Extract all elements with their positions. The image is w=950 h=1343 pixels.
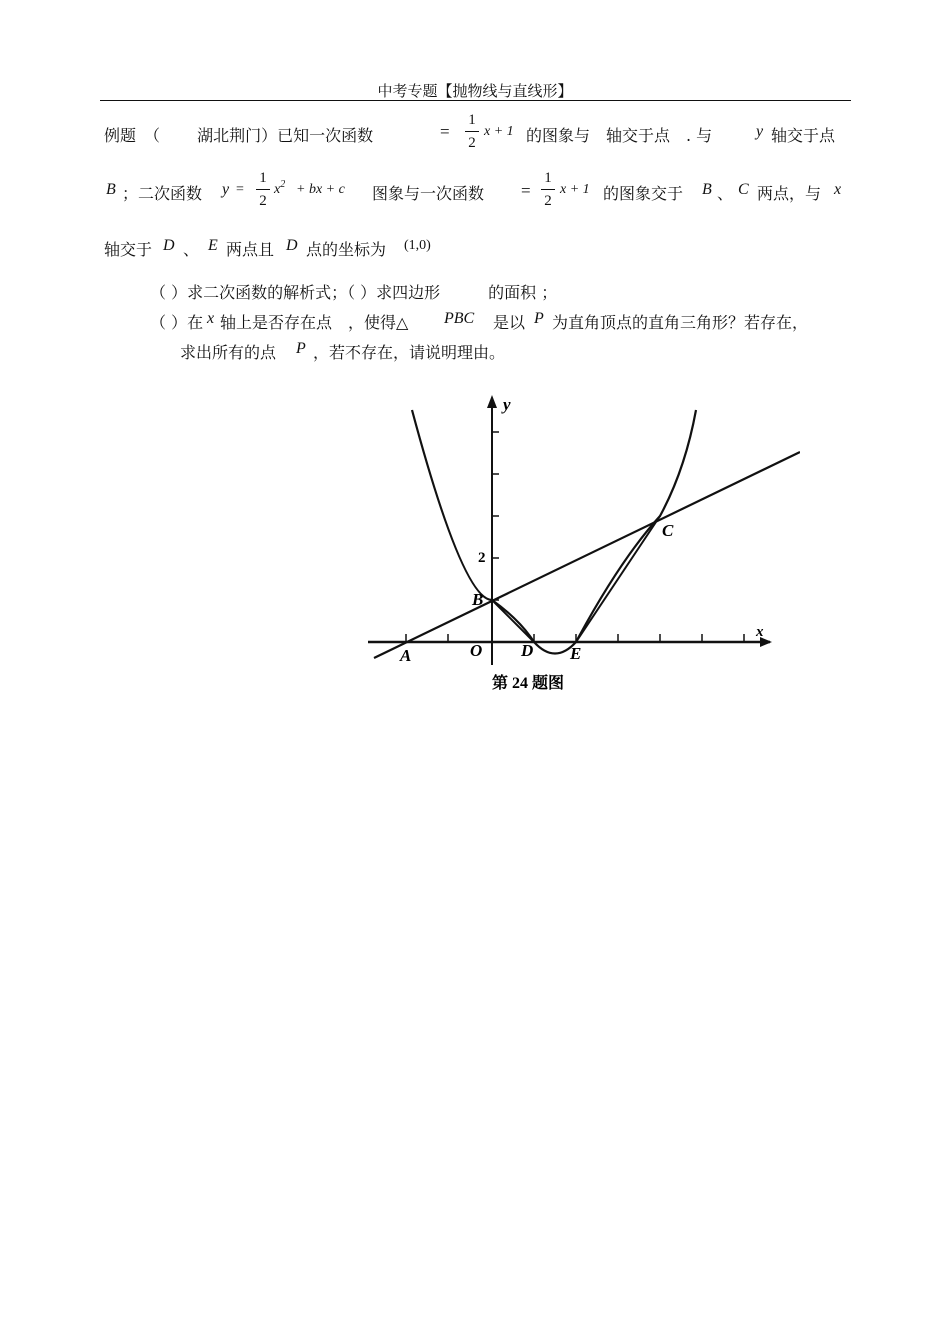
label-e: E	[570, 644, 582, 663]
problem-line-1	[104, 123, 373, 146]
line2-var-c: C	[738, 181, 749, 198]
line1-mid: 的图象与 轴交于点 . 与	[526, 126, 713, 145]
line1-suffix: 轴交于点	[771, 126, 836, 145]
line2-var-x2: x	[834, 181, 842, 198]
label-two: 2	[478, 550, 486, 566]
line3-var-e: E	[208, 237, 218, 254]
page-header: 中考专题【抛物线与直线形】	[377, 82, 573, 100]
line2-frac-num: 1	[259, 170, 267, 186]
question-1-2: （ ）求二次函数的解析式；（ ）求四边形 的面积 ；	[150, 283, 558, 302]
label-y: y	[503, 395, 511, 414]
line1-prefix: 例题 （ 湖北荆门）已知一次函数	[104, 126, 374, 145]
segment-bd	[492, 600, 534, 642]
figure-caption: 第 24 题图	[492, 675, 565, 692]
question-3-var-x: x	[207, 310, 215, 327]
parabola-curve	[412, 410, 696, 654]
label-x: x	[756, 624, 764, 640]
label-b: B	[472, 590, 484, 609]
line1-frac-den: 2	[468, 135, 476, 151]
line2-expr-rest: + bx + c	[296, 182, 345, 197]
question-3-text2: 轴上是否存在点 ，使得△	[220, 313, 409, 332]
line2-var-x	[274, 179, 286, 198]
line2-var-x-text: x	[274, 182, 281, 197]
label-a: A	[400, 646, 412, 665]
line2-text2: 图象与一次函数	[372, 184, 485, 203]
y-ticks	[492, 432, 499, 600]
line3-coord: (1,0)	[404, 238, 431, 253]
line2-frac2-den: 2	[544, 193, 552, 209]
question-3-text5: 求出所有的点	[180, 343, 277, 362]
line2-var-b: B	[106, 181, 116, 198]
line2-frac2-num: 1	[544, 170, 552, 186]
line3-text3: 点的坐标为	[306, 240, 387, 259]
line1-var-y: y	[756, 123, 764, 140]
line3-var-d2: D	[286, 237, 298, 254]
line3-text1: 轴交于	[104, 240, 153, 259]
line2-frac-bar	[256, 189, 270, 190]
question-3-var-p: P	[534, 310, 544, 327]
line1-expr-text: x + 1	[484, 124, 514, 139]
line2-equals: =	[236, 182, 244, 197]
question-3-var-p2: P	[296, 340, 306, 357]
line2-frac-den: 2	[259, 193, 267, 209]
line3-sep: 、	[183, 240, 200, 259]
line1-frac-bar	[465, 131, 479, 132]
line2-var-y: y	[222, 181, 230, 198]
line2-fraction	[256, 169, 270, 210]
line3-text2: 两点且	[226, 240, 275, 259]
segment-ec	[576, 516, 660, 642]
line3-var-d: D	[163, 237, 175, 254]
label-d: D	[521, 641, 534, 660]
header-rule	[100, 100, 851, 101]
line2-fraction-2	[541, 169, 555, 210]
line1-expr	[484, 124, 514, 140]
line2-equals-2: =	[521, 181, 531, 200]
line2-exponent: 2	[280, 179, 286, 190]
parabola-figure	[360, 390, 800, 700]
y-axis-arrow	[487, 395, 497, 408]
label-o: O	[470, 641, 483, 660]
line1-equals: =	[440, 122, 450, 141]
line1-frac-num: 1	[468, 112, 476, 128]
question-3-text3: 是以	[493, 313, 526, 332]
question-3-text4: 为直角顶点的直角三角形？若存在，	[552, 313, 809, 332]
label-c: C	[662, 521, 674, 540]
line2-text3: 的图象交于	[603, 184, 684, 203]
question-3-text1: （ ）在	[150, 313, 204, 332]
question-3-text6: ，若不存在，请说明理由。	[313, 343, 506, 362]
line2-text4: 两点，与	[757, 184, 822, 203]
line2-expr2: x + 1	[560, 182, 590, 197]
line2-frac2-bar	[541, 189, 555, 190]
line2-sep: 、	[717, 184, 734, 203]
question-3-var-pbc: PBC	[444, 310, 475, 327]
line2-text1: ；二次函数	[122, 184, 203, 203]
line2-var-b2: B	[702, 181, 712, 198]
line1-fraction	[465, 111, 479, 152]
